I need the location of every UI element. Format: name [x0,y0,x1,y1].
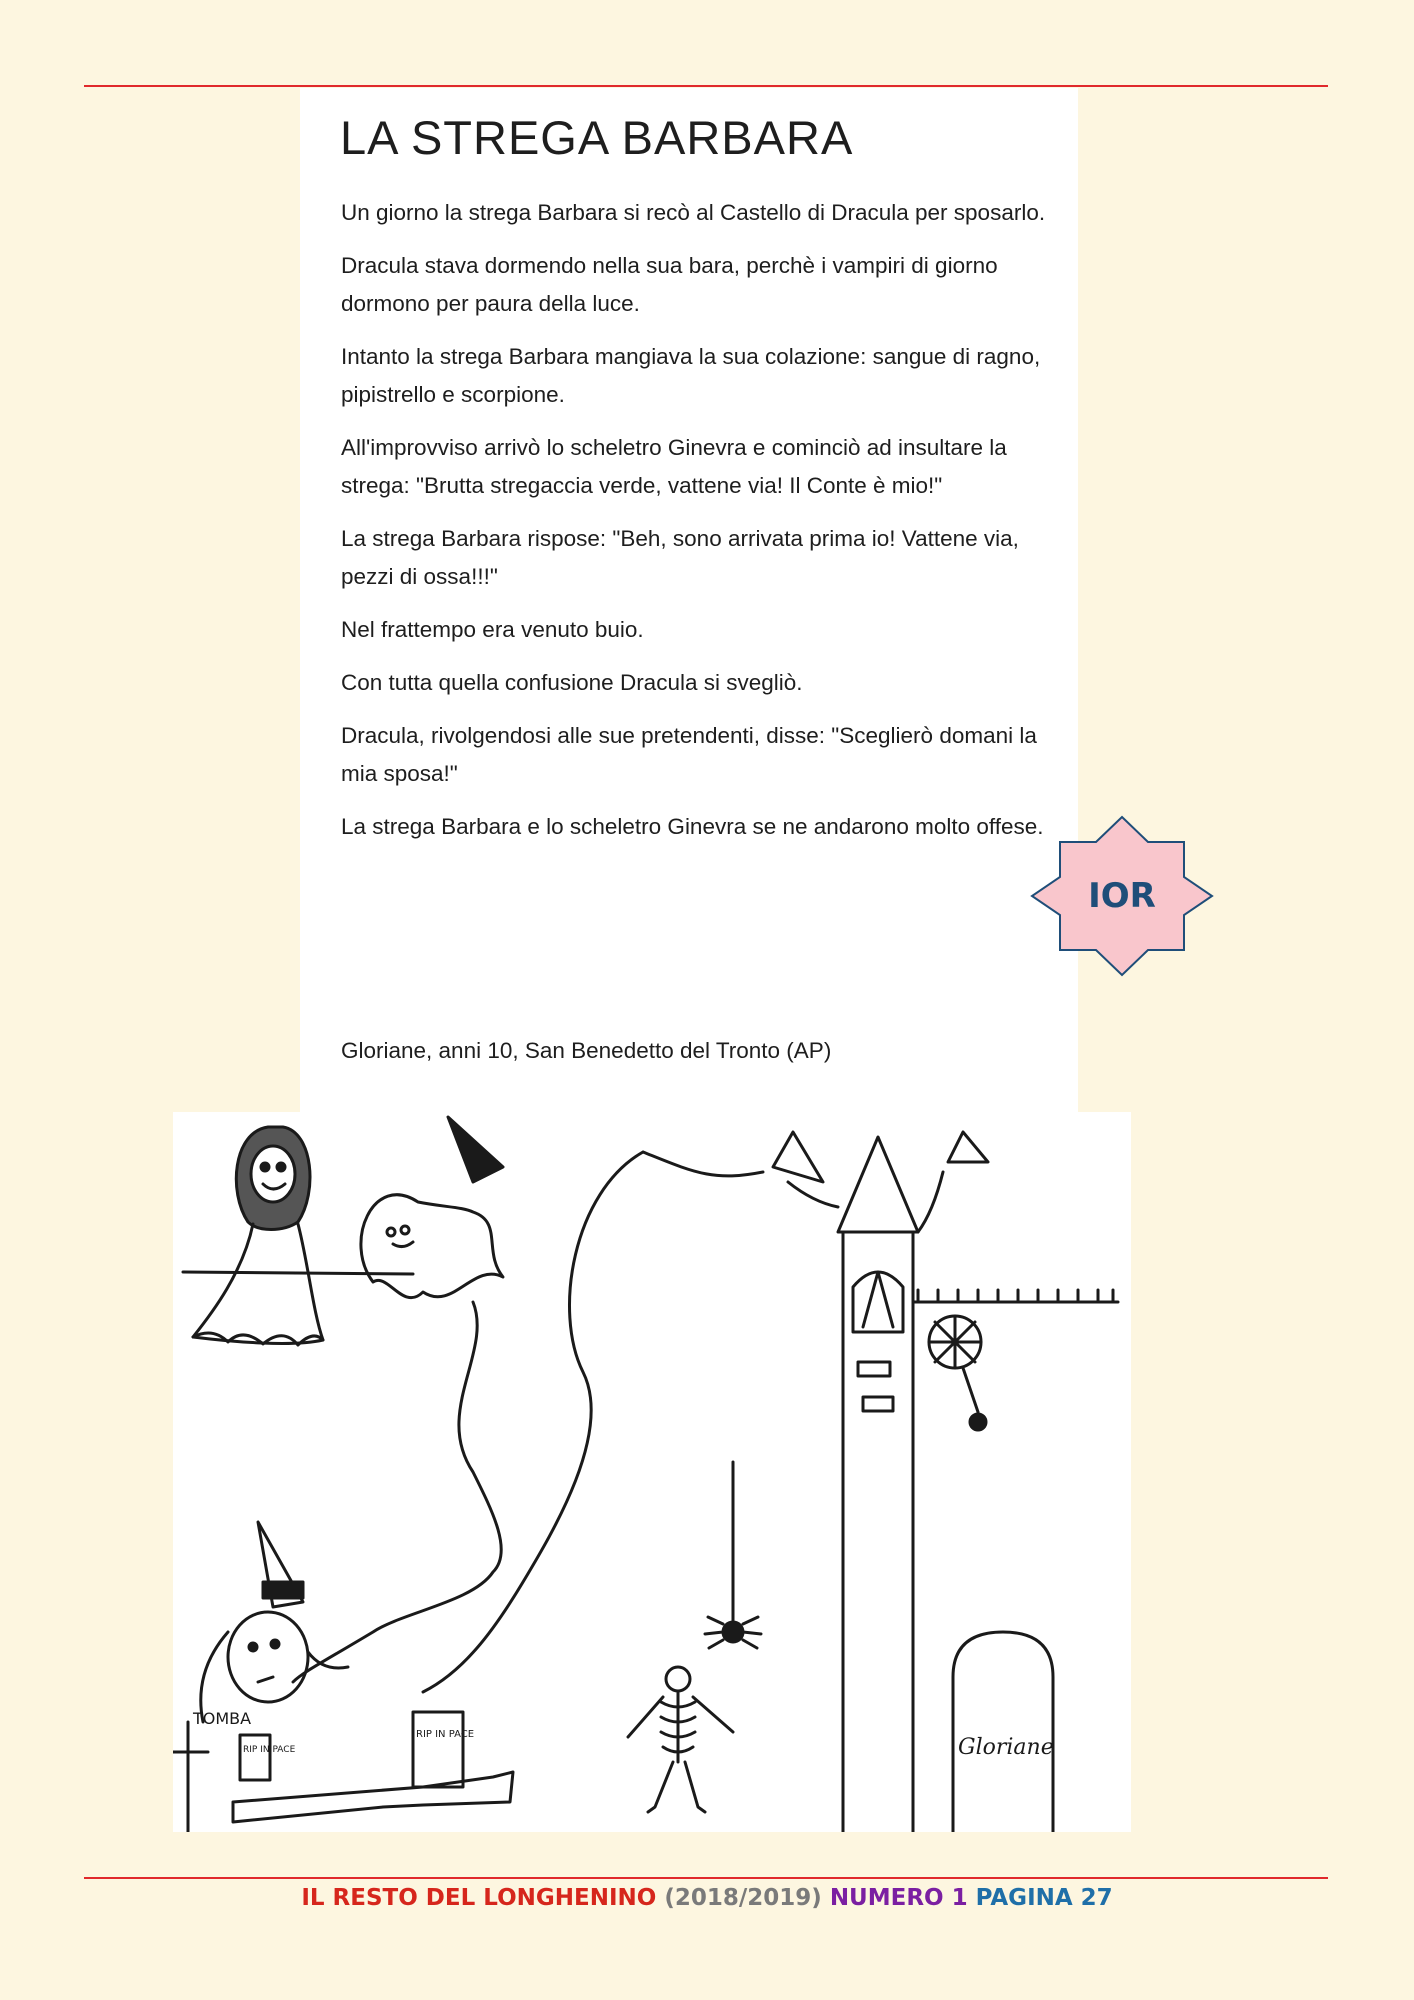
grave-sign-left: RIP IN PACE [243,1745,296,1755]
child-drawing [173,1112,1131,1832]
artist-signature: Gloriane [958,1735,1054,1760]
grave-sign-right: RIP IN PACE [416,1729,475,1740]
story-paragraph: La strega Barbara rispose: "Beh, sono arrivata prima io! Vattene via, pezzi di ossa!!!" [341,526,1019,589]
witch-figure [183,1127,413,1345]
footer-page: PAGINA 27 [975,1885,1113,1911]
story-title: LA STREGA BARBARA [340,111,854,164]
witch-with-hat-figure [201,1522,348,1722]
story-paragraph: Con tutta quella confusione Dracula si svegliò. [341,670,803,695]
story-paragraph: All'improvviso arrivò lo scheletro Ginevra e cominciò ad insultare la strega: "Brutta stregaccia verde, vattene via! Il Conte è mio!" [341,435,1007,498]
footer-issue: NUMERO 1 [829,1885,968,1911]
story-paragraph: Un giorno la strega Barbara si recò al Castello di Dracula per sposarlo. [341,200,1046,225]
story-paragraph: Dracula, rivolgendosi alle sue pretendenti, disse: "Sceglierò domani la mia sposa!" [341,723,1037,786]
story-paragraph: Intanto la strega Barbara mangiava la sua colazione: sangue di ragno, pipistrello e scorpione. [341,344,1041,407]
badge-label: IOR [1088,876,1156,916]
tombstone-label: TOMBA [193,1709,252,1728]
spider-figure [705,1462,761,1648]
footer-year: (2018/2019) [664,1885,822,1911]
graveyard [173,1632,1054,1832]
ghost-figure [361,1117,503,1298]
top-divider [84,85,1328,87]
story-paragraph: Dracula stava dormendo nella sua bara, perchè i vampiri di giorno dormono per paura della luce. [341,253,998,316]
page-footer [0,1885,1414,1911]
story-paragraph: La strega Barbara e lo scheletro Ginevra se ne andarono molto offese. [341,814,1044,839]
author-credit: Gloriane, anni 10, San Benedetto del Tronto (AP) [341,1038,832,1063]
story-sheet [300,88,1078,1113]
story-body [341,194,1061,861]
skeleton-figure [628,1667,733,1812]
footer-publication: IL RESTO DEL LONGHENINO [301,1885,657,1911]
tower-figure [773,1132,1118,1832]
winding-path [293,1152,763,1692]
story-paragraph: Nel frattempo era venuto buio. [341,617,644,642]
ior-badge [1030,815,1214,977]
bottom-divider [84,1877,1328,1879]
